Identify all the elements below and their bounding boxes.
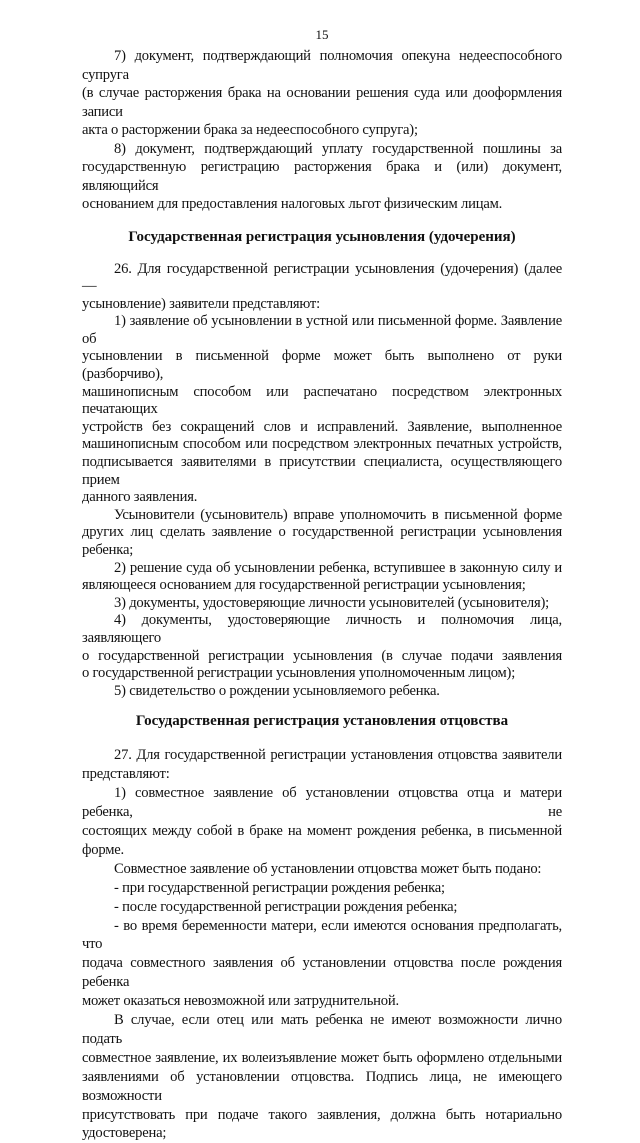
text-line: о государственной регистрации усыновления (в случае подачи заявления: [82, 647, 562, 664]
text-line: 1) совместное заявление об установлении отцовства отца и матери ребенка, не: [82, 785, 562, 821]
text-line: 8) документ, подтверждающий уплату государственной пошлины за: [114, 140, 562, 157]
text-line: Совместное заявление об установлении отцовства может быть подано:: [114, 860, 542, 877]
text-line: - при государственной регистрации рождения ребенка;: [114, 879, 445, 896]
text-line: 5) свидетельство о рождении усыновляемого ребенка.: [114, 682, 440, 699]
text-line: усыновление) заявители представляют:: [82, 295, 320, 312]
text-line: о государственной регистрации усыновления уполномоченным лицом);: [82, 665, 516, 682]
text-line: В случае, если отец или мать ребенка не имеют возможности лично подать: [82, 1012, 562, 1047]
text-line: других лиц сделать заявление о государственной регистрации усыновления ребенка;: [82, 524, 562, 558]
text-line: заявлениями об установлении отцовства. Подпись лица, не имеющего возможности: [82, 1068, 562, 1104]
text-line: 7) документ, подтверждающий полномочия опекуна недееспособного супруга: [82, 48, 562, 83]
text-line: Усыновители (усыновитель) вправе уполномочить в письменной форме: [114, 506, 562, 523]
page-number: 15: [315, 27, 329, 42]
text-line: являющееся основанием для государственной регистрации усыновления;: [82, 577, 526, 594]
text-line: государственную регистрацию расторжения брака и (или) документ, являющийся: [82, 159, 562, 194]
text-line: устройств без сокращений слов и исправлений. Заявление, выполненное: [82, 418, 562, 435]
text-line: 3) документы, удостоверяющие личности усыновителей (усыновителя);: [114, 594, 549, 611]
text-line: усыновлении в письменной форме может быть выполнено от руки (разборчиво),: [82, 348, 562, 383]
paragraph-27-paternity: [82, 746, 562, 1143]
text-line: подача совместного заявления об установлении отцовства после рождения ребенка: [82, 955, 562, 991]
section-heading-adoption: Государственная регистрация усыновления (удочерения): [128, 228, 516, 245]
text-line: подписывается заявителями в присутствии специалиста, осуществляющего прием: [82, 454, 562, 488]
text-line: - во время беременности матери, если имеются основания предполагать, что: [82, 917, 562, 953]
text-line: 27. Для государственной регистрации установления отцовства заявители: [114, 747, 562, 764]
section-heading-paternity: Государственная регистрация установления отцовства: [135, 713, 509, 730]
text-line: удостоверена;: [82, 1125, 167, 1142]
text-line: машинописным способом или посредством электронных печатных устройств,: [82, 436, 562, 453]
text-line: основанием для предоставления налоговых льгот физическим лицам.: [82, 196, 503, 212]
paragraphs-items-7-8: [82, 47, 562, 214]
text-line: представляют:: [82, 766, 170, 783]
text-line: присутствовать при подаче такого заявления, должна быть нотариально: [82, 1106, 562, 1123]
text-line: 2) решение суда об усыновлении ребенка, вступившее в законную силу и: [114, 559, 562, 576]
text-line: (в случае расторжения брака на основании решения суда или дооформления записи: [82, 85, 562, 120]
text-line: - после государственной регистрации рождения ребенка;: [114, 898, 458, 915]
text-line: данного заявления.: [82, 489, 198, 506]
text-line: машинописным способом или распечатано посредством электронных печатающих: [82, 383, 562, 418]
text-line: состоящих между собой в браке на момент рождения ребенка, в письменной форме.: [82, 822, 562, 858]
text-line: 26. Для государственной регистрации усыновления (удочерения) (далее —: [82, 260, 562, 295]
paragraph-26-adoption: [82, 261, 562, 701]
text-line: может оказаться невозможной или затруднительной.: [82, 993, 399, 1010]
text-line: 4) документы, удостоверяющие личность и полномочия лица, заявляющего: [82, 612, 562, 646]
text-line: 1) заявление об усыновлении в устной или письменной форме. Заявление об: [82, 313, 562, 347]
text-line: акта о расторжении брака за недееспособного супруга);: [82, 122, 418, 138]
text-line: совместное заявление, их волеизъявление может быть оформлено отдельными: [82, 1049, 562, 1066]
